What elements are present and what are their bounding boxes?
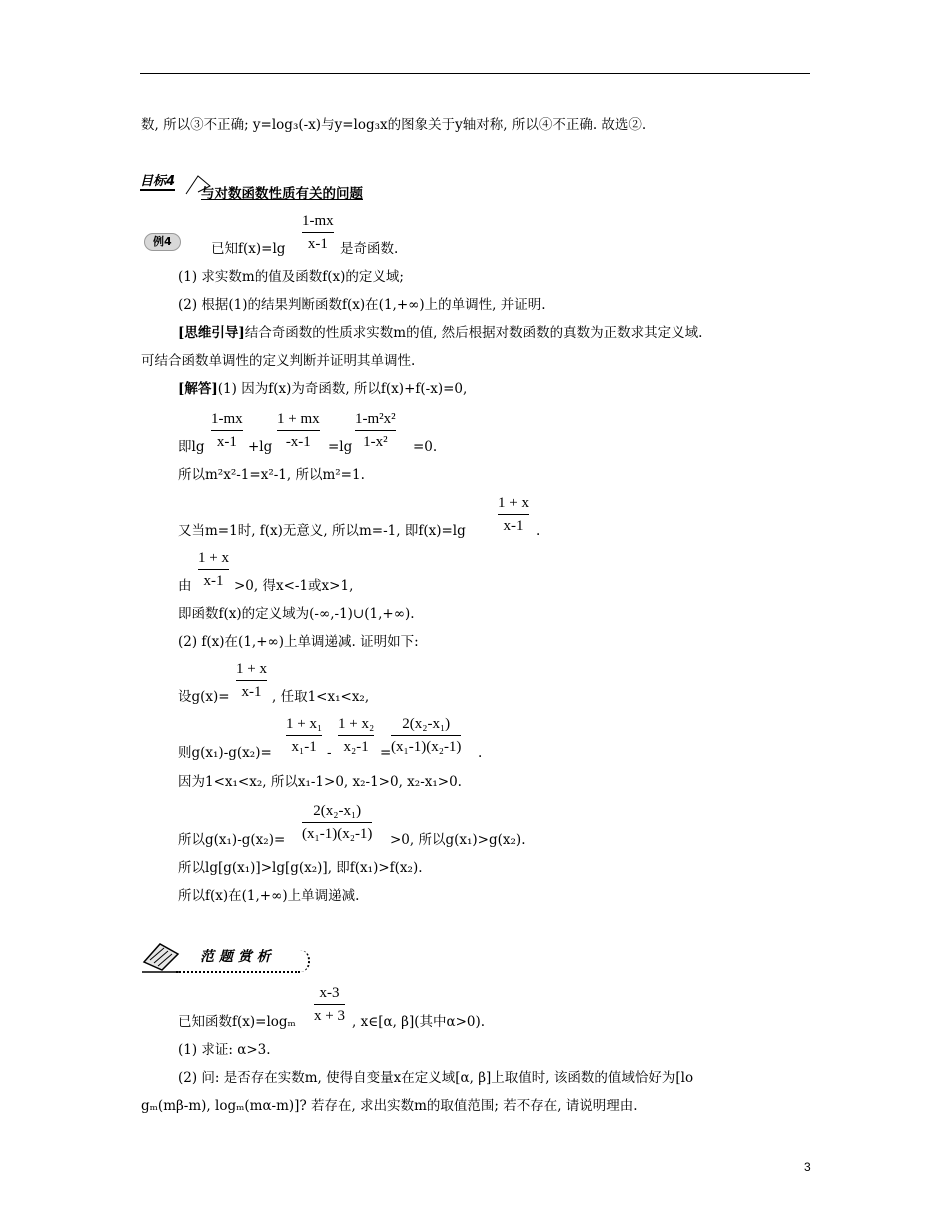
text-line: (2) 问: 是否存在实数m, 使得自变量x在定义域[α, β]上取值时, 该函数的值域恰好为[lo	[178, 1070, 694, 1086]
question-2: (2) 根据(1)的结果判断函数f(x)在(1,+∞)上的单调性, 并证明.	[178, 297, 546, 313]
fan-title: 范 题 赏 析	[200, 949, 271, 965]
known-pre: 已知函数f(x)=logₘ	[178, 1014, 296, 1030]
notebook-pen-icon	[140, 938, 184, 974]
fraction: 1-mx x-1	[302, 213, 334, 252]
example-text-pre: 已知f(x)=lg	[211, 241, 286, 257]
text-line: 所以lg[g(x₁)]>lg[g(x₂)], 即f(x₁)>f(x₂).	[178, 860, 423, 876]
fraction: 1 + x x-1	[498, 495, 529, 534]
fraction: x-3 x + 3	[314, 985, 345, 1024]
text-line: 又当m=1时, f(x)无意义, 所以m=-1, 即f(x)=lg	[178, 523, 466, 539]
fan-heading	[140, 938, 320, 978]
you-pre: 由	[178, 578, 192, 594]
ji-end: =0.	[413, 439, 438, 455]
example-text-post: 是奇函数.	[340, 241, 399, 257]
g-pre: 设g(x)=	[178, 689, 230, 705]
fraction: 1 + x₂ x₂-1	[338, 716, 375, 755]
diff-eq: =	[380, 745, 392, 761]
fraction: 1-mx x-1	[211, 411, 243, 450]
text-line-end: .	[536, 523, 541, 539]
ji-plus: +lg	[248, 439, 273, 455]
example-badge: 例4	[144, 233, 181, 251]
fraction: 2(x₂-x₁) (x₁-1)(x₂-1)	[302, 803, 373, 842]
text-line: 所以f(x)在(1,+∞)上单调递减.	[178, 888, 360, 904]
known-post: , x∈[α, β](其中α>0).	[352, 1014, 486, 1030]
text-line: gₘ(mβ-m), logₘ(mα-m)]? 若存在, 求出实数m的取值范围; 若不存在, 请说明理由.	[141, 1098, 638, 1114]
text-line: 数, 所以③不正确; y=log₃(-x)与y=log₃x的图象关于y轴对称, 所以④不正确. 故选②.	[141, 117, 647, 133]
fraction: 1 + x₁ x₁-1	[286, 716, 323, 755]
fraction: 1 + x x-1	[198, 550, 229, 589]
so-post: >0, 所以g(x₁)>g(x₂).	[390, 832, 526, 848]
page-number: 3	[804, 1160, 811, 1174]
section-title: 与对数函数性质有关的问题	[201, 186, 363, 202]
answer-line: [解答](1) 因为f(x)为奇函数, 所以f(x)+f(-x)=0,	[178, 381, 468, 397]
text-line: 即函数f(x)的定义域为(-∞,-1)∪(1,+∞).	[178, 606, 415, 622]
ji-pre: 即lg	[178, 439, 205, 455]
dotted-underline	[176, 971, 300, 973]
g-post: , 任取1<x₁<x₂,	[272, 689, 370, 705]
target-label: 目标4	[140, 174, 176, 189]
ji-eq: =lg	[328, 439, 353, 455]
dotted-bracket	[300, 950, 310, 972]
fraction: 1-m²x² 1-x²	[355, 411, 396, 450]
text-line: 所以m²x²-1=x²-1, 所以m²=1.	[178, 467, 365, 483]
header-rule	[140, 73, 810, 74]
diff-end: .	[478, 745, 483, 761]
text-line: (1) 求证: α>3.	[178, 1042, 271, 1058]
guide-line: [思维引导]结合奇函数的性质求实数m的值, 然后根据对数函数的真数为正数求其定义域.	[178, 325, 703, 341]
you-post: >0, 得x<-1或x>1,	[234, 578, 354, 594]
fraction: 2(x₂-x₁) (x₁-1)(x₂-1)	[391, 716, 462, 755]
text-line: (2) f(x)在(1,+∞)上单调递减. 证明如下:	[178, 634, 419, 650]
question-1: (1) 求实数m的值及函数f(x)的定义域;	[178, 269, 404, 285]
target-heading	[140, 170, 175, 189]
guide-line-2: 可结合函数单调性的定义判断并证明其单调性.	[141, 353, 416, 369]
so-pre: 所以g(x₁)-g(x₂)=	[178, 832, 286, 848]
text-line: 因为1<x₁<x₂, 所以x₁-1>0, x₂-1>0, x₂-x₁>0.	[178, 774, 462, 790]
diff-pre: 则g(x₁)-g(x₂)=	[178, 745, 272, 761]
diff-minus: -	[327, 745, 332, 761]
fraction: 1 + mx -x-1	[277, 411, 320, 450]
fraction: 1 + x x-1	[236, 661, 267, 700]
